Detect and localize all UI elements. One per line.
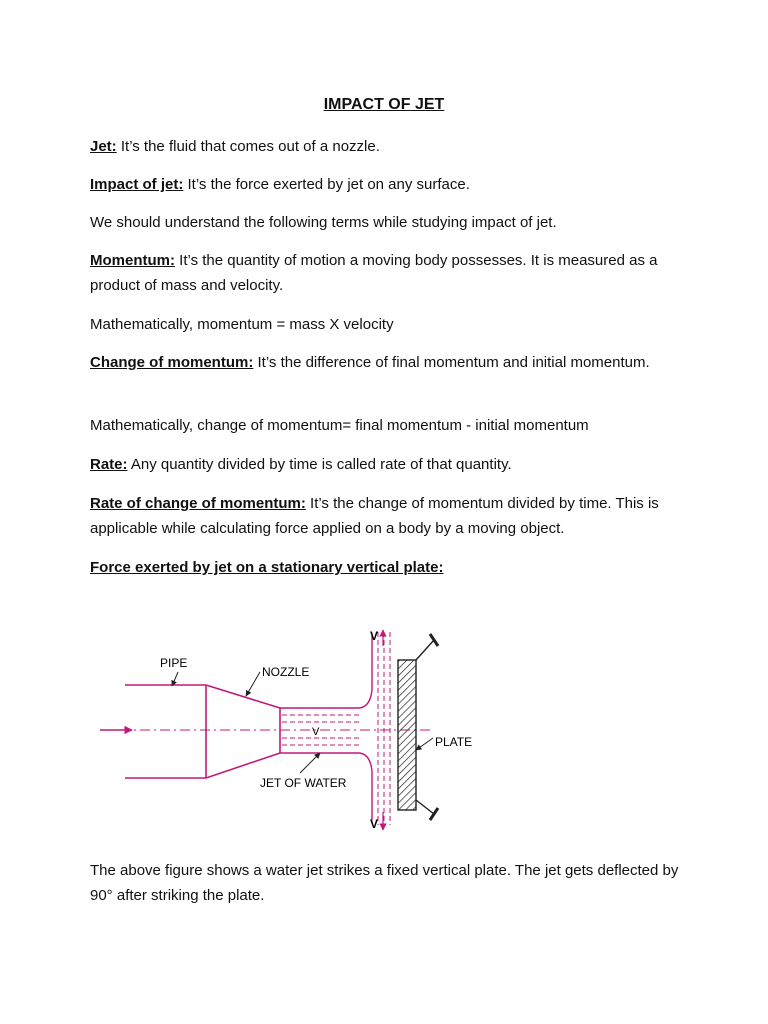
definition-impact-of-jet: It’s the force exerted by jet on any surface. <box>183 176 470 193</box>
term-jet: Jet: <box>90 138 117 155</box>
water-jet <box>280 632 390 825</box>
paragraph-understand: We should understand the following terms while studying impact of jet. <box>90 214 557 231</box>
label-v-center: V <box>312 726 320 738</box>
definition-jet: It’s the fluid that comes out of a nozzle. <box>116 138 380 155</box>
label-v-bottom: V <box>370 817 379 831</box>
nozzle-shape <box>206 685 280 778</box>
label-jet-of-water: JET OF WATER <box>260 776 347 790</box>
definition-change-of-momentum: It’s the difference of final momentum and initial momentum. <box>253 354 650 371</box>
jet-leader <box>300 753 320 773</box>
nozzle-leader <box>246 672 260 696</box>
plate-supports <box>416 634 438 820</box>
plate-shape <box>398 660 416 810</box>
term-rate: Rate: <box>90 456 128 473</box>
term-impact-of-jet: Impact of jet: <box>90 176 184 193</box>
jet-plate-diagram <box>100 620 500 840</box>
term-change-of-momentum: Change of momentum: <box>90 354 254 371</box>
page-title: IMPACT OF JET <box>323 96 445 113</box>
pipe-leader <box>172 672 178 686</box>
label-v-top: V <box>370 629 379 643</box>
definition-rate: Any quantity divided by time is called rate of that quantity. <box>127 456 512 473</box>
label-pipe: PIPE <box>160 656 188 670</box>
figure-caption: The above figure shows a water jet strikes a fixed vertical plate. The jet gets deflected by 90° after striking the plate. <box>90 862 679 904</box>
paragraph-rate-of-change <box>90 491 690 541</box>
section-heading <box>90 555 690 580</box>
paragraph-jet <box>90 134 690 159</box>
plate-leader <box>416 738 433 750</box>
definition-momentum: It’s the quantity of motion a moving body possesses. It is measured as a product of mass and velocity. <box>90 252 658 294</box>
term-rate-of-change: Rate of change of momentum: <box>90 495 306 512</box>
section-heading-text: Force exerted by jet on a stationary vertical plate: <box>90 559 444 576</box>
definition-rate-of-change: It’s the change of momentum divided by time. This is applicable while calculating force applied on a body by a moving object. <box>90 495 659 537</box>
term-momentum: Momentum: <box>90 252 175 269</box>
paragraph-math-change: Mathematically, change of momentum= final momentum - initial momentum <box>90 417 589 434</box>
paragraph-rate <box>90 452 690 477</box>
paragraph-change-of-momentum <box>90 350 690 375</box>
paragraph-math-momentum: Mathematically, momentum = mass X velocity <box>90 316 394 333</box>
label-plate: PLATE <box>435 735 473 749</box>
paragraph-momentum <box>90 248 690 298</box>
paragraph-impact-of-jet <box>90 172 690 197</box>
pipe-shape <box>125 685 206 778</box>
label-nozzle: NOZZLE <box>262 665 310 679</box>
